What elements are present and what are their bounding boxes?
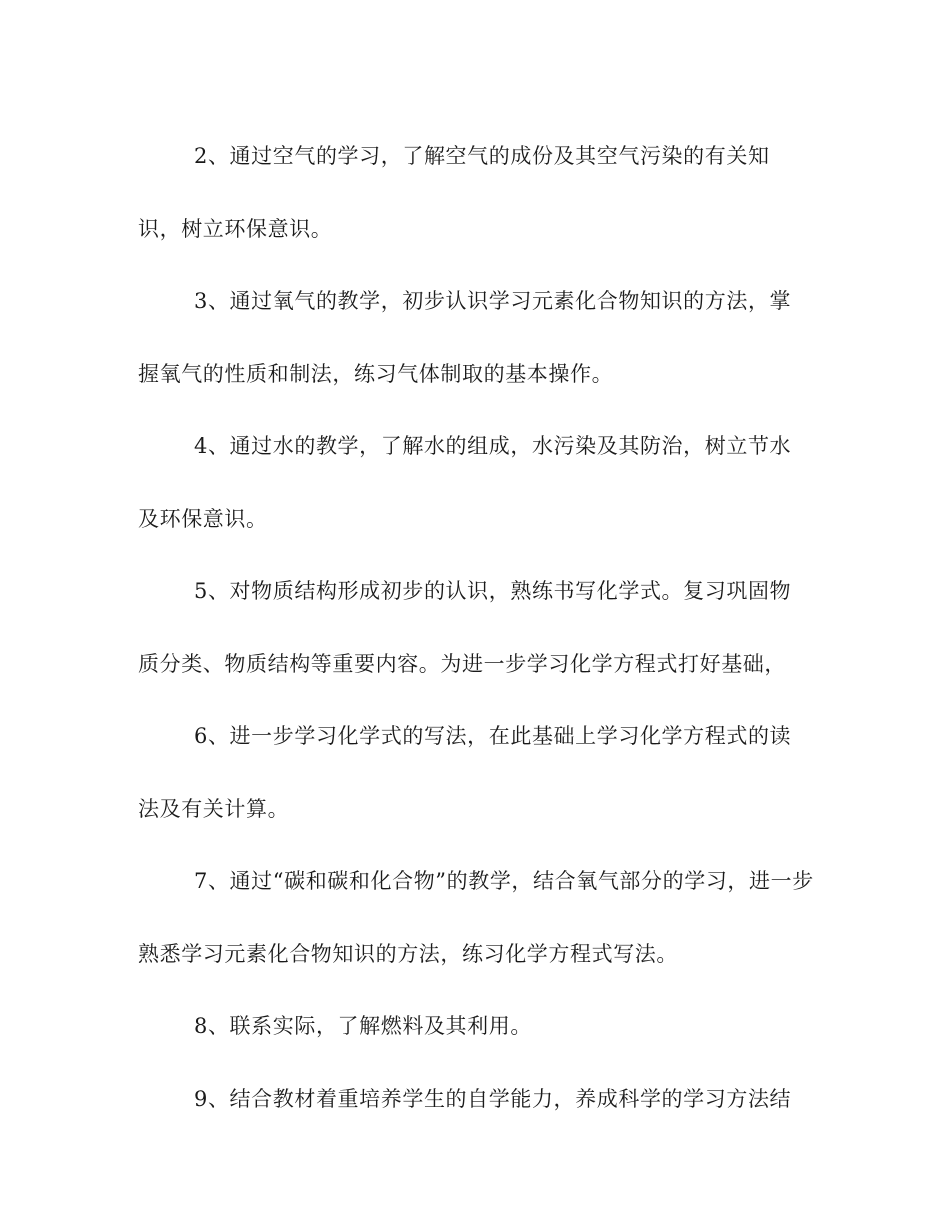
paragraph-line: 识，树立环保意识。 <box>138 216 333 241</box>
paragraph-line: 8、联系实际，了解燃料及其利用。 <box>194 1014 532 1038</box>
paragraph-item-4 <box>138 410 813 555</box>
paragraph-line: 及环保意识。 <box>138 506 268 531</box>
paragraph-line: 7、通过“碳和碳和化合物”的教学，结合氧气部分的学习，进一步 <box>194 869 814 893</box>
paragraph-item-2 <box>138 120 813 265</box>
paragraph-line: 法及有关计算。 <box>138 796 290 821</box>
paragraph-line: 2、通过空气的学习，了解空气的成份及其空气污染的有关知 <box>194 144 770 168</box>
paragraph-line: 6、进一步学习化学式的写法，在此基础上学习化学方程式的读 <box>194 724 792 748</box>
paragraph-line: 9、结合教材着重培养学生的自学能力，养成科学的学习方法结 <box>194 1086 792 1111</box>
paragraph-line: 5、对物质结构形成初步的认识，熟练书写化学式。复习巩固物 <box>194 579 792 603</box>
paragraph-item-7 <box>138 845 813 990</box>
paragraph-line: 握氧气的性质和制法，练习气体制取的基本操作。 <box>138 361 614 386</box>
paragraph-item-9 <box>138 1063 813 1136</box>
paragraph-line: 4、通过水的教学，了解水的组成，水污染及其防治，树立节水 <box>194 434 792 458</box>
paragraph-line: 质分类、物质结构等重要内容。为进一步学习化学方程式打好基础， <box>138 651 786 676</box>
paragraph-item-8 <box>138 990 813 1063</box>
paragraph-item-3 <box>138 265 813 410</box>
paragraph-line: 3、通过氧气的教学，初步认识学习元素化合物知识的方法，掌 <box>194 289 792 313</box>
paragraph-item-5 <box>138 555 813 700</box>
paragraph-item-6 <box>138 700 813 845</box>
document-body <box>138 120 813 1135</box>
paragraph-line: 熟悉学习元素化合物知识的方法，练习化学方程式写法。 <box>138 941 678 966</box>
